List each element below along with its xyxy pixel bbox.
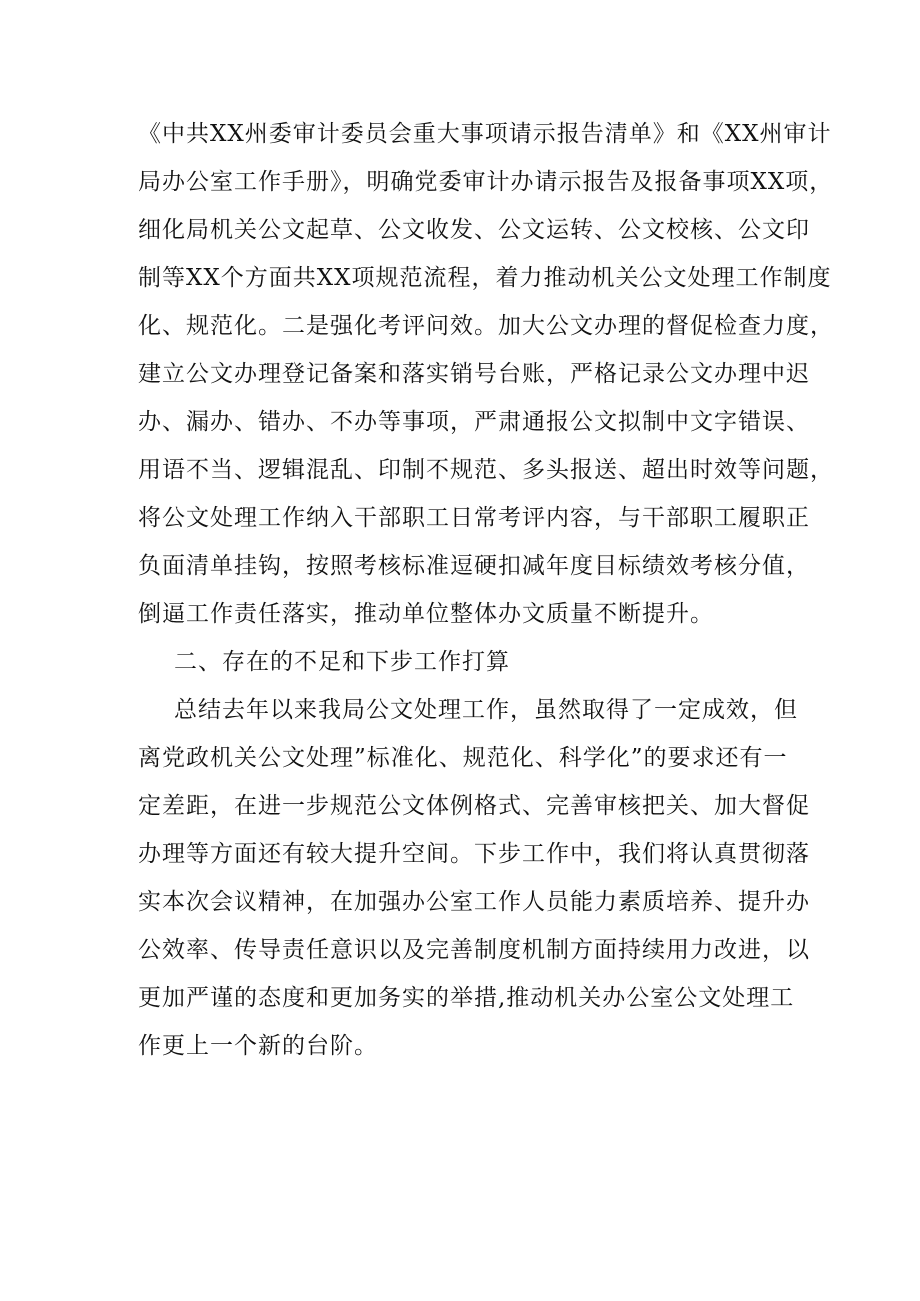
- text-line: 定差距，在进一步规范公文体例格式、完善审核把关、加大督促: [138, 793, 810, 819]
- paragraph-2: [138, 686, 810, 1070]
- section-heading: 二、存在的不足和下步工作打算: [174, 649, 510, 675]
- text-line: 化、规范化。二是强化考评问效。加大公文办理的督促检查力度，: [138, 313, 834, 339]
- text-line: 建立公文办理登记备案和落实销号台账，严格记录公文办理中迟: [138, 361, 810, 387]
- text-line: 制等XX个方面共XX项规范流程，着力推动机关公文处理工作制度: [138, 265, 832, 291]
- text-line: 倒逼工作责任落实，推动单位整体办文质量不断提升。: [138, 601, 714, 627]
- text-line: 离党政机关公文处理”标准化、规范化、科学化”的要求还有一: [138, 745, 788, 771]
- text-line: 总结去年以来我局公文处理工作，虽然取得了一定成效，但: [174, 697, 798, 723]
- text-line: 办、漏办、错办、不办等事项，严肃通报公文拟制中文字错误、: [138, 409, 810, 435]
- text-line: 作更上一个新的台阶。: [138, 1033, 378, 1059]
- text-line: 实本次会议精神，在加强办公室工作人员能力素质培养、提升办: [138, 889, 810, 915]
- text-line: 更加严谨的态度和更加务实的举措,推动机关办公室公文处理工: [138, 985, 795, 1011]
- text-line: 《中共XX州委审计委员会重大事项请示报告清单》和《XX州审计: [138, 121, 832, 147]
- text-line: 办理等方面还有较大提升空间。下步工作中，我们将认真贯彻落: [138, 841, 810, 867]
- text-line: 局办公室工作手册》，明确党委审计办请示报告及报备事项XX项，: [138, 169, 834, 195]
- text-line: 将公文处理工作纳入干部职工日常考评内容，与干部职工履职正: [138, 505, 810, 531]
- text-line: 负面清单挂钩，按照考核标准逗硬扣减年度目标绩效考核分值，: [138, 553, 810, 579]
- document-body: [138, 110, 834, 1070]
- text-line: 用语不当、逻辑混乱、印制不规范、多头报送、超出时效等问题，: [138, 457, 834, 483]
- paragraph-1: [138, 110, 834, 638]
- text-line: 细化局机关公文起草、公文收发、公文运转、公文校核、公文印: [138, 217, 810, 243]
- text-line: 公效率、传导责任意识以及完善制度机制方面持续用力改进，以: [138, 937, 810, 963]
